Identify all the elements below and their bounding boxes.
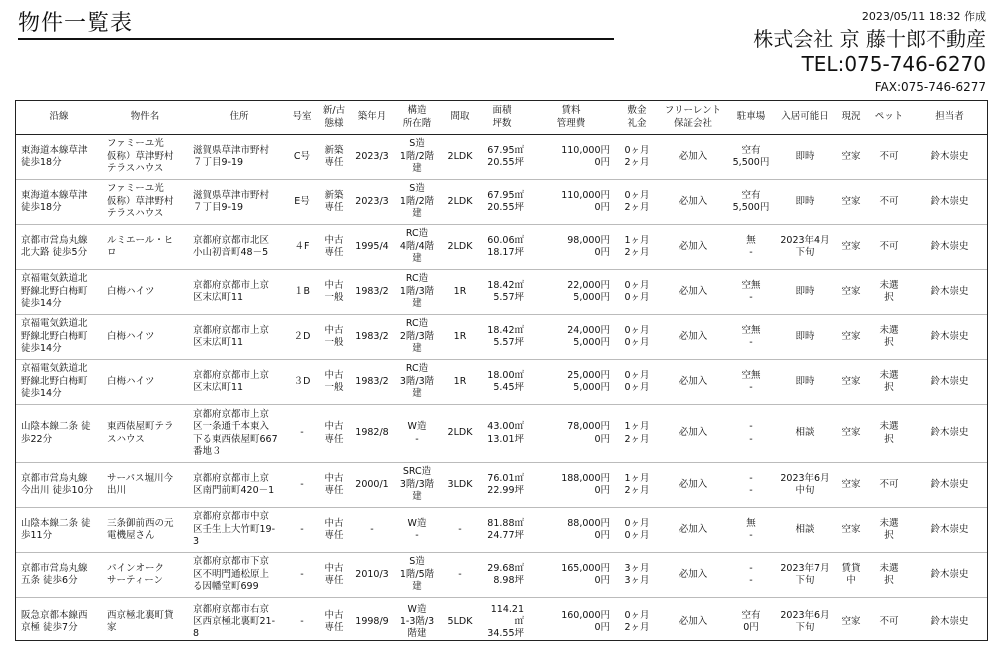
cell-layout: 2LDK (444, 225, 476, 270)
cell-layout: 1R (444, 270, 476, 315)
cell-address: 京都府京都市中京 区壬生上大竹町19- 3 (188, 508, 290, 553)
cell-parking: 無 - (726, 508, 776, 553)
column-header-deposit: 敷金 礼金 (614, 101, 660, 135)
cell-built: 1982/8 (354, 405, 390, 463)
cell-agent: 鈴木崇史 (910, 360, 988, 405)
table-row (16, 270, 988, 315)
table-header-row (16, 101, 988, 135)
cell-move-in: 即時 (776, 180, 834, 225)
cell-layout: 2LDK (444, 405, 476, 463)
table-row (16, 315, 988, 360)
cell-property-name: パインオーク サーティーン (102, 553, 188, 598)
column-header-structure: 構造 所在階 (390, 101, 444, 135)
cell-line: 京都市営烏丸線 五条 徒歩6分 (16, 553, 102, 598)
cell-free-rent: 必加入 (660, 553, 726, 598)
cell-pet: 不可 (868, 135, 910, 180)
cell-layout: 3LDK (444, 463, 476, 508)
cell-free-rent: 必加入 (678, 616, 708, 628)
cell-structure: S造 1階/2階 建 (390, 135, 444, 180)
cell-condition: 空家 (834, 270, 868, 315)
cell-pet: 不可 (879, 616, 899, 628)
cell-condition: 空家 (834, 508, 868, 553)
cell-status: 中古 専任 (314, 508, 354, 553)
cell-status: 中古 専任 (324, 609, 344, 634)
cell-status: 中古 専任 (314, 405, 354, 463)
cell-free-rent: 必加入 (660, 270, 726, 315)
cell-parking: 空有 0円 (741, 609, 761, 634)
cell-deposit: 0ヶ月 0ヶ月 (614, 270, 660, 315)
column-header-address: 住所 (188, 101, 290, 135)
cell-parking: 空無 - (726, 315, 776, 360)
cell-agent: 鈴木崇史 (930, 616, 969, 628)
cell-status: 新築 専任 (314, 180, 354, 225)
cell-area: 67.95㎡ 20.55坪 (476, 180, 528, 225)
cell-parking: 空有 5,500円 (726, 180, 776, 225)
cell-rent: 165,000円 0円 (528, 553, 614, 598)
cell-agent: 鈴木崇史 (910, 135, 988, 180)
cell-parking: 空無 - (726, 360, 776, 405)
cell-structure: S造 1階/2階 建 (390, 180, 444, 225)
cell-pet: 未選 択 (868, 508, 910, 553)
cell-agent: 鈴木崇史 (910, 270, 988, 315)
cell-line: 東海道本線草津 徒歩18分 (16, 135, 102, 180)
cell-pet: 不可 (868, 225, 910, 270)
cell-condition: 空家 (834, 360, 868, 405)
cell-status: 中古 専任 (314, 553, 354, 598)
cell-property-name: 西京極北裏町貸 家 (107, 609, 174, 634)
table-row (16, 360, 988, 405)
cell-line: 京福電気鉄道北 野線北野白梅町 徒歩14分 (16, 270, 102, 315)
table-row (16, 553, 988, 598)
cell-agent: 鈴木崇史 (910, 225, 988, 270)
cell-room: - (300, 616, 304, 628)
cell-area: 60.06㎡ 18.17坪 (476, 225, 528, 270)
cell-pet: 未選 択 (868, 360, 910, 405)
cell-free-rent: 必加入 (660, 225, 726, 270)
cell-area: 76.01㎡ 22.99坪 (476, 463, 528, 508)
cell-built: 1983/2 (354, 315, 390, 360)
cell-room: ３D (290, 360, 314, 405)
cell-structure: RC造 4階/4階 建 (390, 225, 444, 270)
cell-line: 京福電気鉄道北 野線北野白梅町 徒歩14分 (16, 360, 102, 405)
cell-deposit: 0ヶ月 2ヶ月 (614, 180, 660, 225)
cell-pet: 不可 (868, 463, 910, 508)
cell-area: 29.68㎡ 8.98坪 (476, 553, 528, 598)
cell-deposit: 0ヶ月 2ヶ月 (624, 609, 650, 634)
cell-property-name: ファミーユ光 仮称）草津野村 テラスハウス (102, 135, 188, 180)
cell-property-name: 三条御前西の元 電機屋さん (102, 508, 188, 553)
fax-number: FAX:075-746-6277 (874, 80, 986, 94)
cell-area: 18.42㎡ 5.57坪 (476, 315, 528, 360)
cell-room: E号 (290, 180, 314, 225)
cell-room: ２D (290, 315, 314, 360)
cell-pet: 未選 択 (868, 315, 910, 360)
cell-structure: RC造 1階/3階 建 (390, 270, 444, 315)
table-row (16, 180, 988, 225)
column-header-line: 沿線 (16, 101, 102, 135)
phone-number: TEL:075-746-6270 (801, 52, 986, 76)
cell-pet: 不可 (868, 180, 910, 225)
cell-address: 京都府京都市上京 区末広町11 (188, 315, 290, 360)
cell-agent: 鈴木崇史 (910, 508, 988, 553)
cell-line: 京都市営烏丸線 今出川 徒歩10分 (16, 463, 102, 508)
cell-address: 京都府京都市上京 区南門前町420－1 (188, 463, 290, 508)
cell-condition: 賃貸 中 (834, 553, 868, 598)
cell-deposit: 1ヶ月 2ヶ月 (614, 225, 660, 270)
cell-address: 京都府京都市上京 区末広町11 (188, 360, 290, 405)
cell-status: 中古 一般 (314, 270, 354, 315)
cell-line: 山陰本線二条 徒 歩22分 (16, 405, 102, 463)
cell-agent: 鈴木崇史 (910, 315, 988, 360)
column-header-layout: 間取 (444, 101, 476, 135)
cell-built: 2010/3 (354, 553, 390, 598)
cell-condition: 空家 (834, 463, 868, 508)
cell-free-rent: 必加入 (660, 463, 726, 508)
cell-move-in: 即時 (776, 315, 834, 360)
cell-rent: 110,000円 0円 (528, 135, 614, 180)
cell-rent: 25,000円 5,000円 (528, 360, 614, 405)
cell-deposit: 0ヶ月 0ヶ月 (614, 360, 660, 405)
cell-move-in: 2023年6月 下旬 (780, 609, 830, 634)
cell-rent: 78,000円 0円 (528, 405, 614, 463)
cell-parking: 空有 5,500円 (726, 135, 776, 180)
property-table-frame (15, 100, 988, 641)
cell-property-name: ルミエール・ヒ ロ (102, 225, 188, 270)
cell-layout: 2LDK (444, 135, 476, 180)
cell-structure: SRC造 3階/3階 建 (390, 463, 444, 508)
cell-condition: 空家 (834, 180, 868, 225)
cell-address: 滋賀県草津市野村 ７丁目9-19 (188, 180, 290, 225)
cell-area: 18.42㎡ 5.57坪 (476, 270, 528, 315)
cell-room: - (290, 553, 314, 598)
cell-layout: - (444, 508, 476, 553)
cell-built: 2023/3 (354, 135, 390, 180)
cell-deposit: 0ヶ月 2ヶ月 (614, 135, 660, 180)
cell-layout: 2LDK (444, 180, 476, 225)
cell-condition: 空家 (834, 405, 868, 463)
cell-line: 京福電気鉄道北 野線北野白梅町 徒歩14分 (16, 315, 102, 360)
cell-rent: 110,000円 0円 (528, 180, 614, 225)
cell-room: - (290, 508, 314, 553)
cell-deposit: 1ヶ月 2ヶ月 (614, 463, 660, 508)
cell-layout: 1R (444, 360, 476, 405)
cell-parking: - - (726, 463, 776, 508)
cell-condition: 空家 (834, 315, 868, 360)
cell-free-rent: 必加入 (660, 360, 726, 405)
cell-property-name: サーパス堀川今 出川 (102, 463, 188, 508)
cell-parking: - - (726, 405, 776, 463)
cell-structure: S造 1階/5階 建 (390, 553, 444, 598)
cell-built: 1983/2 (354, 360, 390, 405)
column-header-move-in: 入居可能日 (776, 101, 834, 135)
cell-move-in: 相談 (776, 508, 834, 553)
cell-agent: 鈴木崇史 (910, 463, 988, 508)
cell-room: - (290, 405, 314, 463)
cell-layout: 1R (444, 315, 476, 360)
cell-free-rent: 必加入 (660, 508, 726, 553)
table-row (16, 135, 988, 180)
cell-free-rent: 必加入 (660, 180, 726, 225)
column-header-room: 号室 (290, 101, 314, 135)
column-header-status: 新/古 態様 (314, 101, 354, 135)
cell-move-in: 2023年7月 下旬 (776, 553, 834, 598)
cell-built: 2000/1 (354, 463, 390, 508)
column-header-agent: 担当者 (910, 101, 988, 135)
cell-line: 京都市営烏丸線 北大路 徒歩5分 (16, 225, 102, 270)
cell-line: 東海道本線草津 徒歩18分 (16, 180, 102, 225)
cell-layout: 5LDK (447, 616, 473, 628)
cell-structure: W造 - (390, 508, 444, 553)
cell-built: 2023/3 (354, 180, 390, 225)
cell-agent: 鈴木崇史 (910, 180, 988, 225)
cell-free-rent: 必加入 (660, 315, 726, 360)
cell-room: ４F (290, 225, 314, 270)
created-timestamp: 2023/05/11 18:32 作成 (861, 10, 986, 23)
cell-parking: 無 - (726, 225, 776, 270)
cell-address: 滋賀県草津市野村 ７丁目9-19 (188, 135, 290, 180)
cell-free-rent: 必加入 (660, 405, 726, 463)
cell-deposit: 1ヶ月 2ヶ月 (614, 405, 660, 463)
column-header-area: 面積 坪数 (476, 101, 528, 135)
table-body (16, 135, 988, 642)
cell-address: 京都府京都市下京 区不明門通松原上 る因幡堂町699 (188, 553, 290, 598)
cell-built: 1983/2 (354, 270, 390, 315)
cell-built: - (354, 508, 390, 553)
cell-rent: 88,000円 0円 (528, 508, 614, 553)
cell-property-name: 東西俵屋町テラ スハウス (102, 405, 188, 463)
table-row (16, 463, 988, 508)
cell-rent: 160,000円 0円 (561, 609, 610, 634)
cell-structure: W造 - (390, 405, 444, 463)
cell-rent: 188,000円 0円 (528, 463, 614, 508)
column-header-free-rent: フリーレント 保証会社 (660, 101, 726, 135)
cell-room: - (290, 463, 314, 508)
cell-room: １B (290, 270, 314, 315)
cell-agent: 鈴木崇史 (910, 405, 988, 463)
cell-status: 中古 専任 (314, 463, 354, 508)
cell-area: 43.00㎡ 13.01坪 (476, 405, 528, 463)
column-header-property-name: 物件名 (102, 101, 188, 135)
cell-deposit: 0ヶ月 0ヶ月 (614, 508, 660, 553)
cell-status: 中古 一般 (314, 360, 354, 405)
cell-address: 京都府京都市上京 区末広町11 (188, 270, 290, 315)
cell-area: 18.00㎡ 5.45坪 (476, 360, 528, 405)
cell-status: 中古 専任 (314, 225, 354, 270)
column-header-built: 築年月 (354, 101, 390, 135)
cell-property-name: 白梅ハイツ (102, 270, 188, 315)
column-header-rent: 賃料 管理費 (528, 101, 614, 135)
column-header-pet: ペット (868, 101, 910, 135)
cell-rent: 24,000円 5,000円 (528, 315, 614, 360)
cell-room: C号 (290, 135, 314, 180)
cell-pet: 未選 択 (868, 405, 910, 463)
cell-status: 中古 一般 (314, 315, 354, 360)
cell-move-in: 2023年4月 下旬 (776, 225, 834, 270)
cell-parking: 空無 - (726, 270, 776, 315)
cell-property-name: 白梅ハイツ (102, 360, 188, 405)
cell-move-in: 即時 (776, 360, 834, 405)
cell-structure: RC造 3階/3階 建 (390, 360, 444, 405)
cell-structure: W造 1-3階/3 階建 (399, 603, 435, 640)
table-row (16, 508, 988, 553)
cell-address: 京都府京都市右京 区西京極北裏町21- 8 (193, 603, 276, 640)
cell-move-in: 相談 (776, 405, 834, 463)
cell-built: 1998/9 (355, 616, 389, 628)
cell-property-name: 白梅ハイツ (102, 315, 188, 360)
cell-status: 新築 専任 (314, 135, 354, 180)
cell-parking: - - (726, 553, 776, 598)
cell-condition: 空家 (834, 225, 868, 270)
company-name: 株式会社 京 藤十郎不動産 (753, 27, 986, 51)
cell-line: 山陰本線二条 徒 歩11分 (16, 508, 102, 553)
cell-move-in: 即時 (776, 135, 834, 180)
page-title: 物件一覧表 (18, 11, 134, 36)
cell-pet: 未選 択 (868, 553, 910, 598)
table-row (16, 598, 988, 642)
cell-free-rent: 必加入 (660, 135, 726, 180)
cell-rent: 98,000円 0円 (528, 225, 614, 270)
cell-address: 京都府京都市上京 区一条通千本東入 下る東西俵屋町667 番地３ (188, 405, 290, 463)
cell-condition: 空家 (841, 616, 861, 628)
cell-built: 1995/4 (354, 225, 390, 270)
cell-structure: RC造 2階/3階 建 (390, 315, 444, 360)
cell-condition: 空家 (834, 135, 868, 180)
cell-agent: 鈴木崇史 (910, 553, 988, 598)
cell-address: 京都府京都市北区 小山初音町48－5 (188, 225, 290, 270)
cell-move-in: 即時 (776, 270, 834, 315)
cell-rent: 22,000円 5,000円 (528, 270, 614, 315)
title-underline (18, 38, 614, 40)
cell-deposit: 0ヶ月 0ヶ月 (614, 315, 660, 360)
cell-property-name: ファミーユ光 仮称）草津野村 テラスハウス (102, 180, 188, 225)
cell-area: 114.21 ㎡ 34.55坪 (487, 603, 524, 640)
column-header-parking: 駐車場 (726, 101, 776, 135)
cell-pet: 未選 択 (868, 270, 910, 315)
cell-area: 67.95㎡ 20.55坪 (476, 135, 528, 180)
cell-layout: - (444, 553, 476, 598)
cell-deposit: 3ヶ月 3ヶ月 (614, 553, 660, 598)
cell-area: 81.88㎡ 24.77坪 (476, 508, 528, 553)
table-row (16, 405, 988, 463)
property-table (16, 101, 988, 641)
cell-line: 阪急京都本線西 京極 徒歩7分 (21, 609, 88, 634)
column-header-condition: 現況 (834, 101, 868, 135)
cell-move-in: 2023年6月 中旬 (776, 463, 834, 508)
table-row (16, 225, 988, 270)
